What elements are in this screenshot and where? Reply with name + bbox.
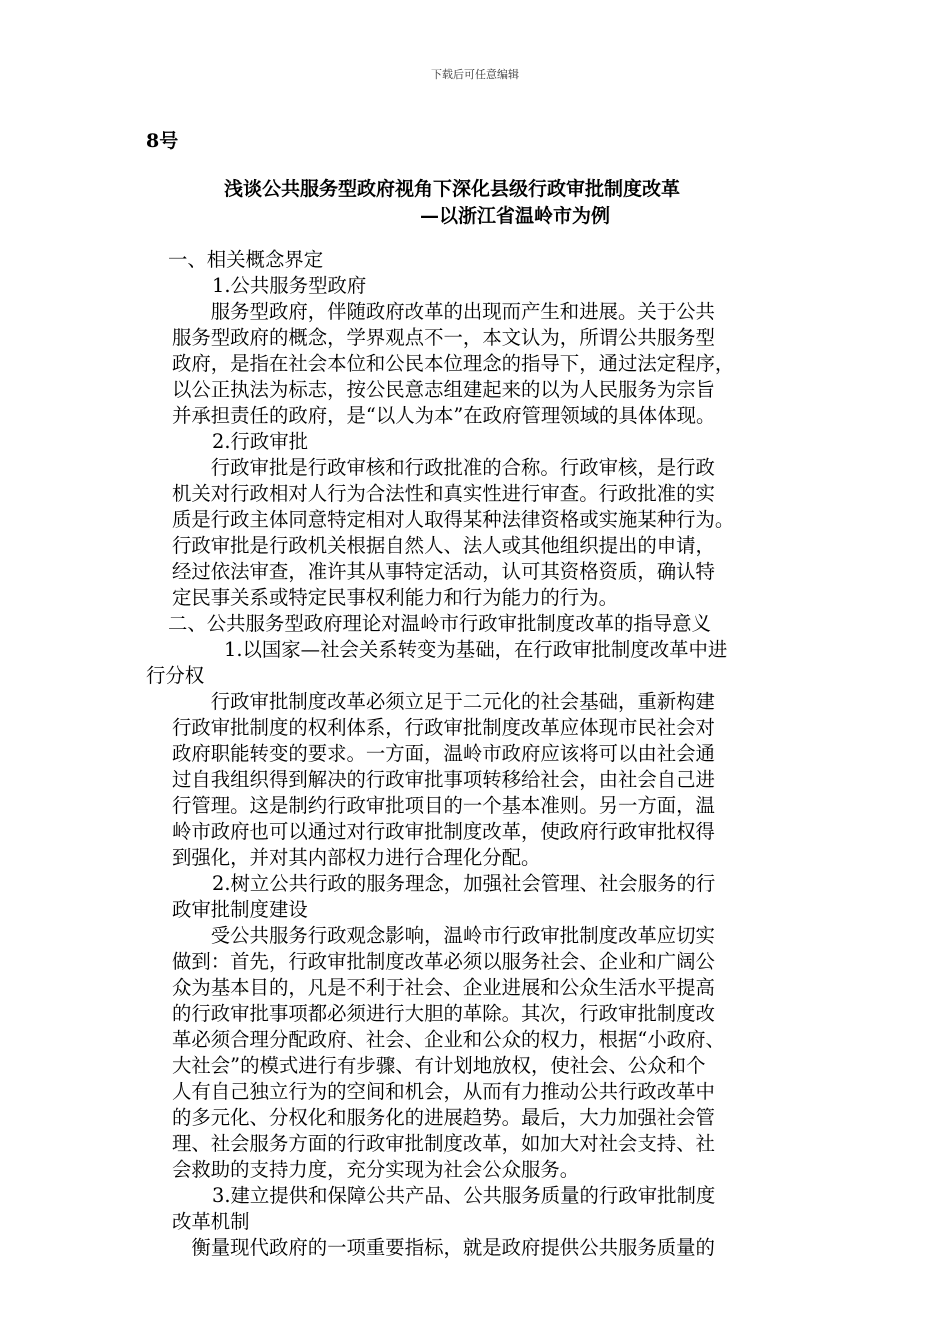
subsection-heading: 1.公共服务型政府 bbox=[212, 274, 367, 297]
body-text-line: 质是行政主体同意特定相对人取得某种法律资格或实施某种行为。 bbox=[172, 508, 735, 531]
body-text-line: 会救助的支持力度，充分实现为社会公众服务。 bbox=[172, 1158, 580, 1181]
body-text-line: 改革机制 bbox=[172, 1210, 250, 1233]
body-text-line: 人有自己独立行为的空间和机会，从而有力推动公共行政改革中 bbox=[172, 1080, 715, 1103]
body-text-line: 以公正执法为标志，按公民意志组建起来的以为人民服务为宗旨 bbox=[172, 378, 715, 401]
title-line-2: —以浙江省温岭市为例 bbox=[420, 205, 611, 227]
body-text-line: 行政审批是行政审核和行政批准的合称。行政审核，是行政 bbox=[172, 456, 715, 479]
title-line-1: 浅谈公共服务型政府视角下深化县级行政审批制度改革 bbox=[224, 178, 681, 200]
body-text-line: 衡量现代政府的一项重要指标，就是政府提供公共服务质量的 bbox=[172, 1236, 715, 1259]
document-body bbox=[146, 247, 811, 1261]
subsection-heading: 3.建立提供和保障公共产品、公共服务质量的行政审批制度 bbox=[212, 1184, 716, 1207]
body-text-line: 岭市政府也可以通过对行政审批制度改革，使政府行政审批权得 bbox=[172, 820, 715, 843]
body-text-line: 政府职能转变的要求。一方面，温岭市政府应该将可以由社会通 bbox=[172, 742, 715, 765]
body-text-line: 过自我组织得到解决的行政审批事项转移给社会，由社会自己进 bbox=[172, 768, 715, 791]
body-text-line: 大社会”的模式进行有步骤、有计划地放权，使社会、公众和个 bbox=[172, 1054, 706, 1077]
body-text-line: 经过依法审查，准许其从事特定活动，认可其资格资质，确认特 bbox=[172, 560, 715, 583]
document-title bbox=[0, 176, 950, 230]
body-text-line: 到强化，并对其内部权力进行合理化分配。 bbox=[172, 846, 541, 869]
body-text-line: 政府，是指在社会本位和公民本位理念的指导下，通过法定程序， bbox=[172, 352, 735, 375]
subsection-heading: 2.行政审批 bbox=[212, 430, 309, 453]
body-text-line: 机关对行政相对人行为合法性和真实性进行审查。行政批准的实 bbox=[172, 482, 715, 505]
body-text-line: 理、社会服务方面的行政审批制度改革，如加大对社会支持、社 bbox=[172, 1132, 715, 1155]
body-text-line: 行分权 bbox=[146, 664, 205, 687]
document-number: 8号 bbox=[146, 130, 179, 152]
subsection-heading: 1.以国家—社会关系转变为基础，在行政审批制度改革中进 bbox=[224, 638, 728, 661]
body-text-line: 政审批制度建设 bbox=[172, 898, 308, 921]
body-text-line: 并承担责任的政府，是“以人为本”在政府管理领域的具体体现。 bbox=[172, 404, 716, 427]
body-text-line: 的行政审批事项都必须进行大胆的革除。其次，行政审批制度改 bbox=[172, 1002, 715, 1025]
body-text-line: 革必须合理分配政府、社会、企业和公众的权力，根据“小政府、 bbox=[172, 1028, 725, 1051]
section-heading: 二、公共服务型政府理论对温岭市行政审批制度改革的指导意义 bbox=[168, 612, 711, 635]
body-text-line: 众为基本目的，凡是不利于社会、企业进展和公众生活水平提高 bbox=[172, 976, 715, 999]
body-text-line: 行政审批制度改革必须立足于二元化的社会基础，重新构建 bbox=[172, 690, 715, 713]
header-note: 下载后可任意编辑 bbox=[431, 68, 519, 81]
body-text-line: 服务型政府的概念，学界观点不一，本文认为，所谓公共服务型 bbox=[172, 326, 715, 349]
body-text-line: 服务型政府，伴随政府改革的出现而产生和进展。关于公共 bbox=[172, 300, 715, 323]
body-text-line: 行管理。这是制约行政审批项目的一个基本准则。另一方面，温 bbox=[172, 794, 715, 817]
section-heading: 一、相关概念界定 bbox=[168, 248, 324, 271]
body-text-line: 行政审批制度的权利体系，行政审批制度改革应体现市民社会对 bbox=[172, 716, 715, 739]
body-text-line: 受公共服务行政观念影响，温岭市行政审批制度改革应切实 bbox=[172, 924, 715, 947]
body-text-line: 定民事关系或特定民事权利能力和行为能力的行为。 bbox=[172, 586, 618, 609]
body-text-line: 行政审批是行政机关根据自然人、法人或其他组织提出的申请， bbox=[172, 534, 715, 557]
body-text-line: 的多元化、分权化和服务化的进展趋势。最后，大力加强社会管 bbox=[172, 1106, 715, 1129]
body-text-line: 做到：首先，行政审批制度改革必须以服务社会、企业和广阔公 bbox=[172, 950, 715, 973]
subsection-heading: 2.树立公共行政的服务理念，加强社会管理、社会服务的行 bbox=[212, 872, 716, 895]
